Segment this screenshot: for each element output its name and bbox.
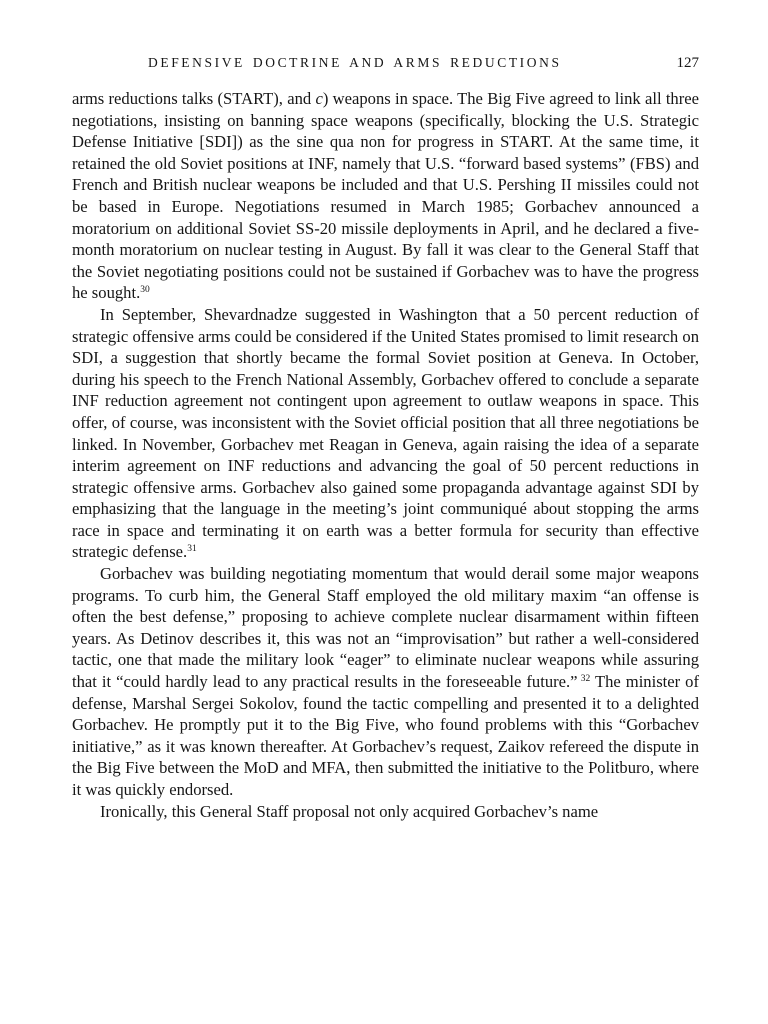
text-run: arms reductions talks (START), and bbox=[72, 89, 316, 108]
footnote-marker: 30 bbox=[140, 285, 150, 296]
text-run: ) weapons in space. The Big Five agreed to link all three negotiations, insisting on banning space weapons (specifically, blocking the U.S. Strategic Defense Initiative [SDI]) as the sine qua non for progress in START. At the same time, it retained the old Soviet positions at INF, namely that U.S. “forward based systems” (FBS) and French and British nuclear weapons be included and that U.S. Pershing II missiles could not be based in Europe. Negotiations resumed in March 1985; Gorbachev announced a moratorium on additional Soviet SS-20 missile deployments in April, and he declared a five-month moratorium on nuclear testing in August. By fall it was clear to the General Staff that the Soviet negotiating positions could not be sustained if Gorbachev was to have the progress he sought. bbox=[72, 89, 699, 303]
book-page bbox=[72, 52, 699, 822]
text-run: In September, Shevardnadze suggested in Washington that a 50 percent reduction of strategic offensive arms could be considered if the United States promised to limit research on SDI, a suggestion that shortly became the formal Soviet position at Geneva. In October, during his speech to the French National Assembly, Gorbachev offered to conclude a separate INF reduction agreement not contingent upon agreement to outlaw weapons in space. This offer, of course, was inconsistent with the Soviet official position that all three negotiations be linked. In November, Gorbachev met Reagan in Geneva, again raising the idea of a separate interim agreement on INF reductions and advancing the goal of 50 percent reductions in strategic offensive arms. Gorbachev also gained some propaganda advantage against SDI by emphasizing that the language in the meeting’s joint communiqué about stopping the arms race in space and terminating it on earth was a better formula for security than effective strategic defense. bbox=[72, 304, 699, 562]
paragraph-1 bbox=[72, 88, 699, 304]
footnote-marker: 32 bbox=[577, 674, 591, 685]
paragraph-4 bbox=[72, 801, 699, 823]
text-run: The minister of defense, Marshal Sergei Sokolov, found the tactic compelling and presented it to a delighted Gorbachev. He promptly put it to the Big Five, who found problems with this “Gorbachev initiative,” as it was known thereafter. At Gorbachev’s request, Zaikov refereed the dispute in the Big Five between the MoD and MFA, then submitted the initiative to the Politburo, where it was quickly endorsed. bbox=[72, 672, 699, 799]
text-run: Gorbachev was building negotiating momentum that would derail some major weapons programs. To curb him, the General Staff employed the old military maxim “an offense is often the best defense,” proposing to achieve complete nuclear disarmament within fifteen years. As Detinov describes it, this was not an “improvisation” but rather a well-considered tactic, one that made the military look “eager” to eliminate nuclear weapons while assuring that it “could hardly lead to any practical results in the foreseeable future.” bbox=[72, 564, 699, 692]
footnote-marker: 31 bbox=[187, 544, 197, 555]
paragraph-2 bbox=[72, 304, 699, 563]
body-text bbox=[72, 88, 699, 822]
page-number: 127 bbox=[676, 55, 699, 71]
italic-text: c bbox=[315, 89, 323, 108]
paragraph-3 bbox=[72, 563, 699, 801]
running-header bbox=[72, 52, 699, 74]
running-title: DEFENSIVE DOCTRINE AND ARMS REDUCTIONS bbox=[148, 55, 562, 70]
text-run: Ironically, this General Staff proposal not only acquired Gorbachev’s name bbox=[100, 801, 599, 821]
